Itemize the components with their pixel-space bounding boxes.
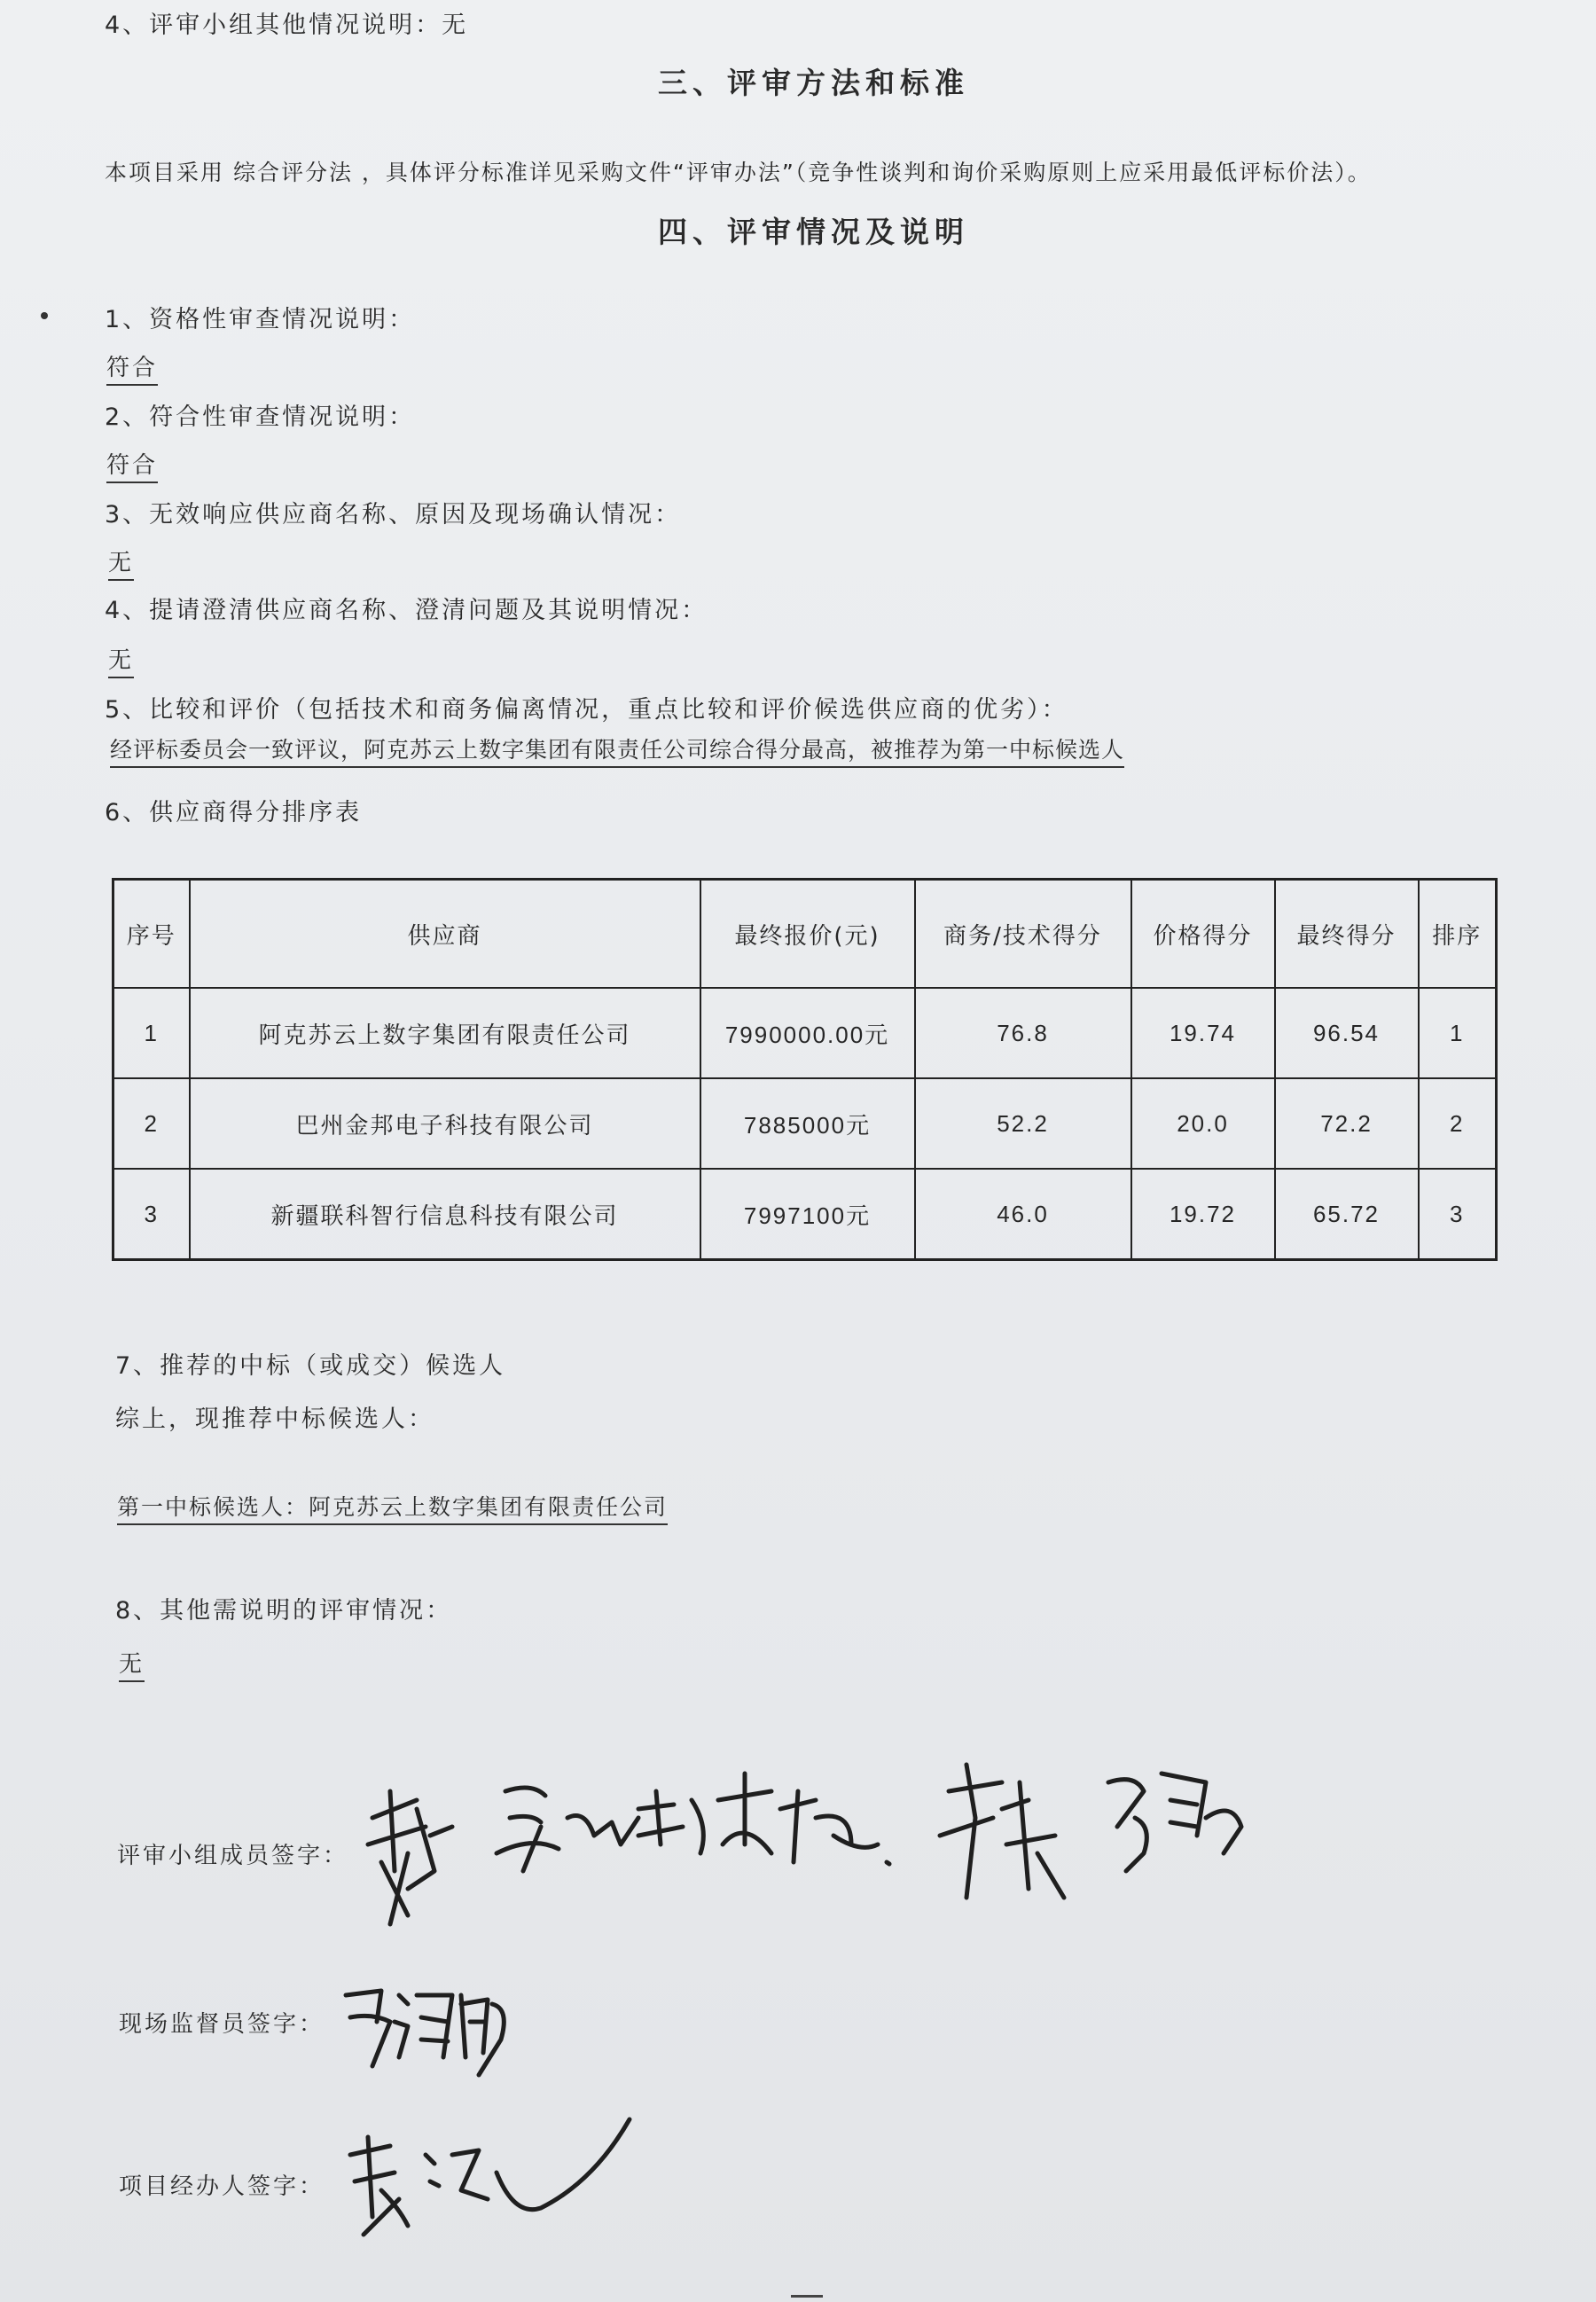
q8-answer: 无: [119, 1646, 145, 1682]
supplier-score-table: [112, 878, 1498, 1261]
panel-signatures: [355, 1738, 1259, 1937]
section3-title: 三、评审方法和标准: [658, 66, 969, 100]
header-final-quote: 最终报价(元): [700, 880, 915, 989]
cell-business-tech-score: 46.0: [915, 1169, 1131, 1260]
cell-supplier: 巴州金邦电子科技有限公司: [190, 1078, 700, 1169]
header-price-score: 价格得分: [1131, 880, 1275, 989]
cell-supplier: 阿克苏云上数字集团有限责任公司: [190, 988, 700, 1078]
q1-label: 1、资格性审查情况说明：: [105, 306, 416, 333]
supervisor-signature-label: 现场监督员签字：: [119, 2011, 325, 2038]
q1-answer: 符合: [106, 349, 158, 386]
q7-label: 7、推荐的中标（或成交）候选人: [115, 1352, 506, 1380]
q4-label: 4、提请澄清供应商名称、澄清问题及其说明情况：: [105, 597, 708, 624]
header-index: 序号: [113, 880, 190, 989]
table-row: [113, 1078, 1497, 1169]
q2-label: 2、符合性审查情况说明：: [105, 403, 416, 431]
page-number-mark: [791, 2295, 823, 2298]
table-row: [113, 988, 1497, 1078]
q3-answer: 无: [108, 544, 134, 581]
cell-supplier: 新疆联科智行信息科技有限公司: [190, 1169, 700, 1260]
cell-index: 1: [113, 988, 190, 1078]
header-final-score: 最终得分: [1275, 880, 1419, 989]
header-business-tech-score: 商务/技术得分: [915, 880, 1131, 989]
cell-business-tech-score: 76.8: [915, 988, 1131, 1078]
q7-intro: 综上，现推荐中标候选人：: [115, 1405, 434, 1433]
section3-text: 本项目采用 综合评分法 ，具体评分标准详见采购文件“评审办法”（竞争性谈判和询价采购原则上应采用最低评标价法）。: [105, 160, 1372, 185]
cell-final-quote: 7997100元: [700, 1169, 915, 1260]
cell-index: 3: [113, 1169, 190, 1260]
q5-answer: 经评标委员会一致评议，阿克苏云上数字集团有限责任公司综合得分最高，被推荐为第一中标候选人: [110, 732, 1124, 768]
panel-signature-label: 评审小组成员签字：: [117, 1843, 349, 1869]
cell-price-score: 19.74: [1131, 988, 1275, 1078]
cell-final-quote: 7885000元: [700, 1078, 915, 1169]
cell-final-score: 72.2: [1275, 1078, 1419, 1169]
handler-signature: [346, 2110, 638, 2256]
q6-label: 6、供应商得分排序表: [105, 799, 363, 826]
cell-final-score: 96.54: [1275, 988, 1419, 1078]
item4-other-note: 4、评审小组其他情况说明：无: [105, 12, 469, 39]
q2-answer: 符合: [106, 447, 158, 483]
table-header-row: [113, 880, 1497, 989]
handler-signature-label: 项目经办人签字：: [119, 2173, 325, 2200]
cell-price-score: 20.0: [1131, 1078, 1275, 1169]
cell-rank: 2: [1419, 1078, 1497, 1169]
cell-final-score: 65.72: [1275, 1169, 1419, 1260]
cell-final-quote: 7990000.00元: [700, 988, 915, 1078]
q8-label: 8、其他需说明的评审情况：: [115, 1597, 453, 1625]
q7-answer: 第一中标候选人：阿克苏云上数字集团有限责任公司: [117, 1490, 668, 1525]
cell-index: 2: [113, 1078, 190, 1169]
table-row: [113, 1169, 1497, 1260]
header-rank: 排序: [1419, 880, 1497, 989]
cell-rank: 1: [1419, 988, 1497, 1078]
header-supplier: 供应商: [190, 880, 700, 989]
cell-business-tech-score: 52.2: [915, 1078, 1131, 1169]
section4-title: 四、评审情况及说明: [658, 215, 969, 249]
q3-label: 3、无效响应供应商名称、原因及现场确认情况：: [105, 501, 682, 529]
margin-dot: [41, 312, 48, 319]
q5-label: 5、比较和评价（包括技术和商务偏离情况，重点比较和评价候选供应商的优劣）：: [105, 696, 1068, 724]
q4-answer: 无: [108, 642, 134, 678]
cell-rank: 3: [1419, 1169, 1497, 1260]
supervisor-signature: [337, 1969, 514, 2096]
cell-price-score: 19.72: [1131, 1169, 1275, 1260]
